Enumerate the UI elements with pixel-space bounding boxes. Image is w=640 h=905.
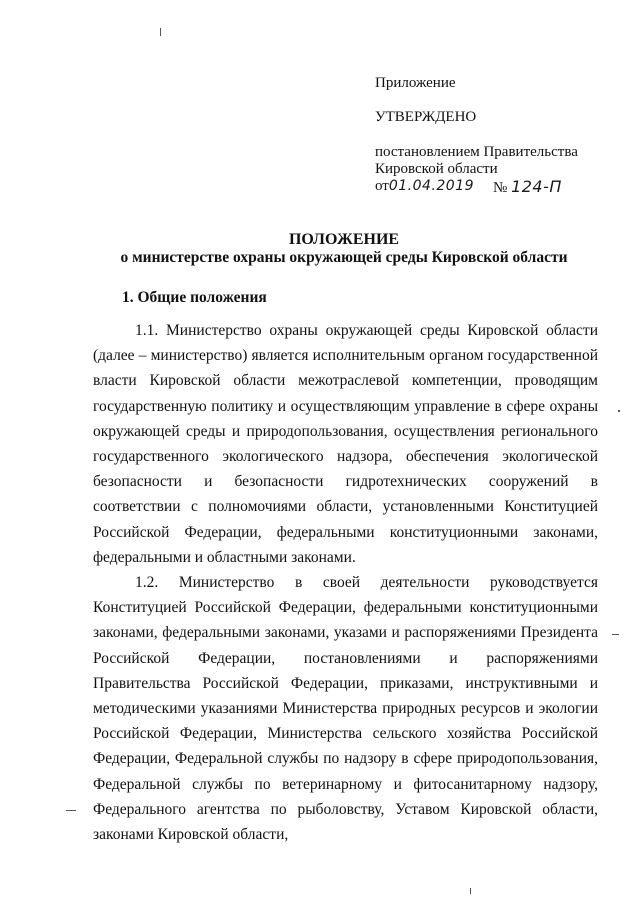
number-prefix: № xyxy=(493,180,508,196)
document-title: ПОЛОЖЕНИЕ xyxy=(288,231,400,248)
number-field xyxy=(493,177,562,198)
resolution-line-2: Кировской области xyxy=(375,161,498,177)
scan-speck xyxy=(612,634,619,635)
date-prefix: от xyxy=(375,178,389,194)
paragraph-1-2: 1.2. Министерство в своей деятельности руководствуется Конституцией Российской Федерации, федеральными конституционными законами, федеральными законами, указами и распоряжениями Президента Российской Федерации, постановлениями и распоряжениями Правительства Российской Федерации, приказами, инструктивными и методическими указаниями Министерства природных ресурсов и экологии Российской Федерации, Министерства сельского хозяйства Российской Федерации, Федеральной службы по надзору в сфере природопользования, Федеральной службы по ветеринарному и фитосанитарному надзору, Федерального агентства по рыболовству, Уставом Кировской области, законами Кировской области, xyxy=(93,574,598,844)
document-subtitle: о министерстве охраны окружающей среды Кировской области xyxy=(120,249,568,266)
scan-speck xyxy=(618,410,620,412)
appendix-label: Приложение xyxy=(375,75,456,91)
scan-speck xyxy=(160,28,161,36)
resolution-line-1: постановлением Правительства xyxy=(375,144,578,160)
handwritten-number: 124-П xyxy=(511,177,562,196)
section-heading: 1. Общие положения xyxy=(122,289,267,306)
resolution-date-line xyxy=(375,177,615,196)
scan-speck xyxy=(66,810,76,811)
scan-speck xyxy=(470,888,471,894)
approved-label: УТВЕРЖДЕНО xyxy=(375,109,477,125)
handwritten-date: 01.04.2019 xyxy=(388,178,475,194)
paragraph-1-1: 1.1. Министерство охраны окружающей среды Кировской области (далее – министерство) является исполнительным органом государственной власти Кировской области межотраслевой компетенции, проводящим государственную политику и осуществляющим управление в сфере охраны окружающей среды и природопользования, осуществления регионального государственного экологического надзора, обеспечения экологической безопасности и безопасности гидротехнических сооружений в соответствии с полномочиями области, установленными Конституцией Российской Федерации, федеральными конституционными законами, федеральными и областными законами. xyxy=(93,322,598,566)
